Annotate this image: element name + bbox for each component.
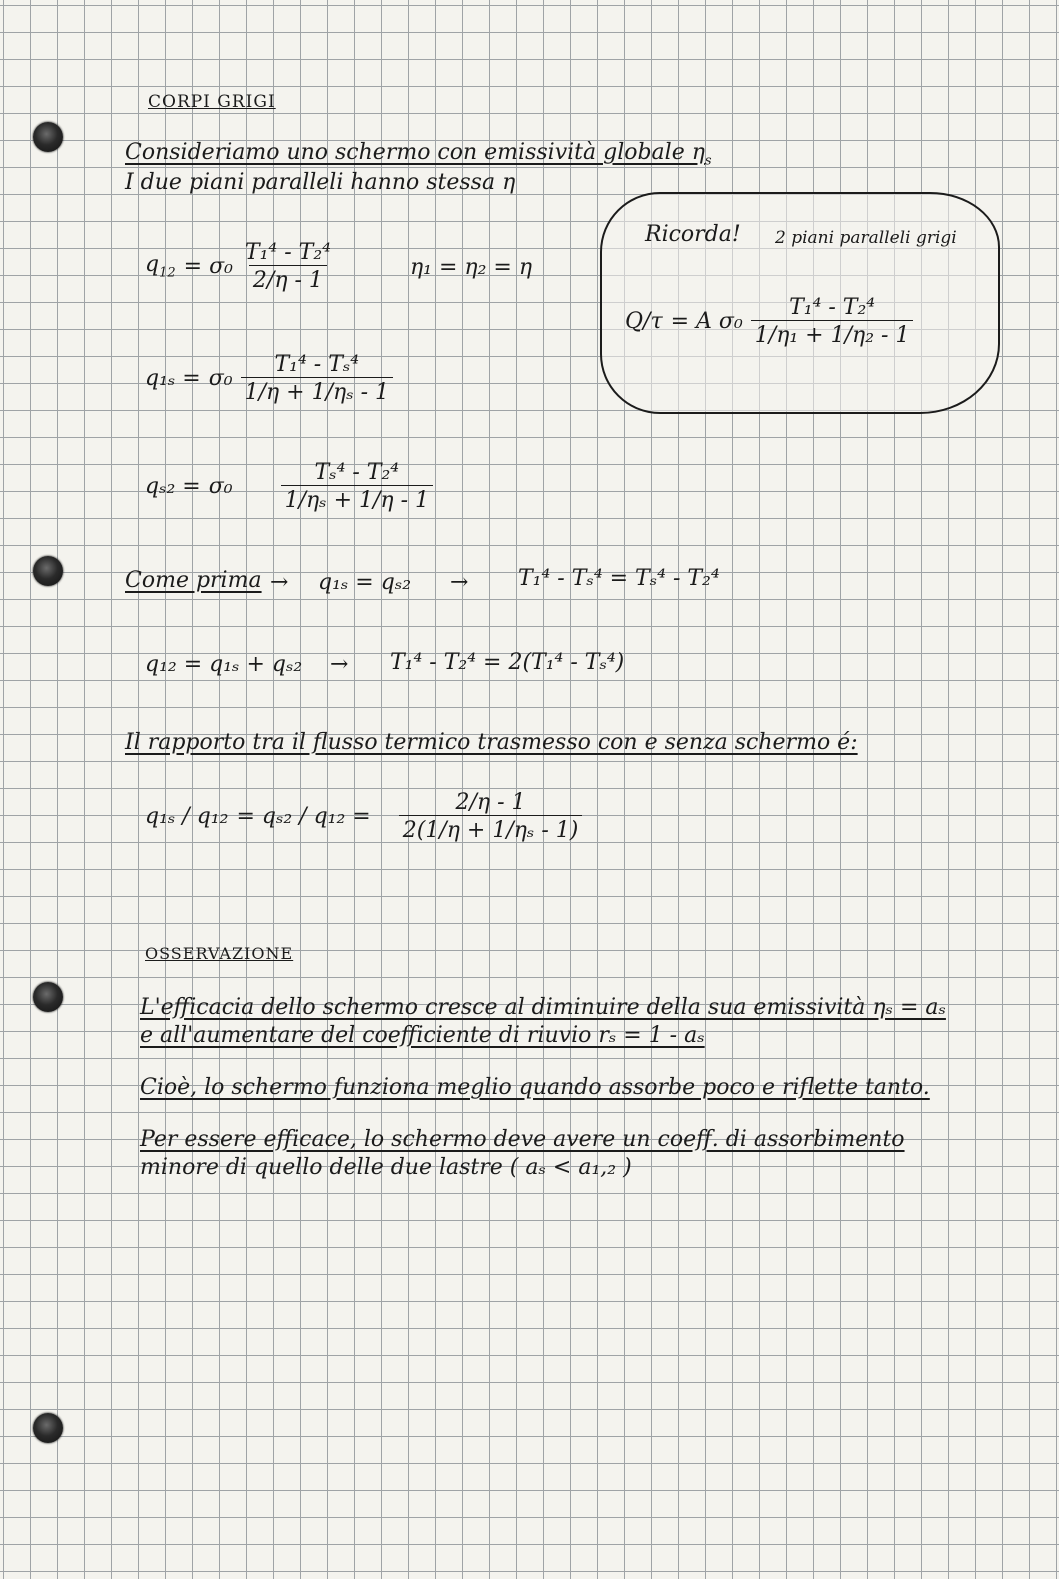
binder-hole <box>33 122 63 152</box>
observation-line-5: minore di quello delle due lastre ( aₛ < a₁,₂ ) <box>140 1155 632 1180</box>
observation-title: OSSERVAZIONE <box>145 944 294 963</box>
binder-hole <box>33 1413 63 1443</box>
equation-q1s: q₁ₛ = σ₀ $\frac{\text{T₁⁴ - Tₛ⁴}}{\text{1/η + 1/ηₛ - 1}}$ <box>145 352 393 405</box>
equation-qs2: qₛ₂ = σ₀ $\frac{\text{Tₛ⁴ - T₂⁴}}{\text{1/ηₛ + 1/η - 1}}$ <box>145 460 433 513</box>
observation-line-1: L'efficacia dello schermo cresce al diminuire della sua emissività ηₛ = aₛ <box>140 995 946 1020</box>
eta-equality: η₁ = η₂ = η <box>410 255 533 280</box>
arrow: → <box>330 652 349 677</box>
reminder-subtitle: 2 piani paralleli grigi <box>775 228 957 248</box>
come-prima-label: Come prima <box>125 568 262 593</box>
balance-equation-rhs: T₁⁴ - Tₛ⁴ = Tₛ⁴ - T₂⁴ <box>518 566 720 591</box>
observation-line-3: Cioè, lo schermo funziona meglio quando assorbe poco e riflette tanto. <box>140 1075 930 1100</box>
intro-line-2: I due piani paralleli hanno stessa η <box>125 170 516 195</box>
arrow: → <box>270 570 289 595</box>
ratio-equation: q₁ₛ / q₁₂ = qₛ₂ / q₁₂ = $\frac{2/\eta - 1}{\text{2(1/η + 1/ηₛ - 1)}}$ <box>145 790 582 843</box>
balance-equation: q₁ₛ = qₛ₂ <box>318 570 412 595</box>
reminder-formula: Q/τ = A σ₀ $\frac{\text{T₁⁴ - T₂⁴}}{\text{1/η₁ + 1/η₂ - 1}}$ <box>625 295 913 348</box>
observation-line-4: Per essere efficace, lo schermo deve avere un coeff. di assorbimento <box>140 1127 905 1152</box>
binder-hole <box>33 982 63 1012</box>
sum-equation: q₁₂ = q₁ₛ + qₛ₂ <box>145 652 303 677</box>
intro-line-1: Consideriamo uno schermo con emissività globale $\eta_s$ <box>125 140 712 169</box>
reminder-title: Ricorda! <box>645 222 741 247</box>
arrow: → <box>450 570 469 595</box>
equation-q12: $q_{12}$ = σ₀ $\frac{\text{T₁⁴ - T₂⁴}}{2/\eta - 1}$ <box>145 240 331 293</box>
observation-line-2: e all'aumentare del coefficiente di riuvio rₛ = 1 - aₛ <box>140 1023 705 1048</box>
sum-equation-rhs: T₁⁴ - T₂⁴ = 2(T₁⁴ - Tₛ⁴) <box>390 650 625 675</box>
ratio-text: Il rapporto tra il flusso termico trasmesso con e senza schermo é: <box>125 730 858 755</box>
page-title: CORPI GRIGI <box>148 92 276 112</box>
binder-hole <box>33 556 63 586</box>
